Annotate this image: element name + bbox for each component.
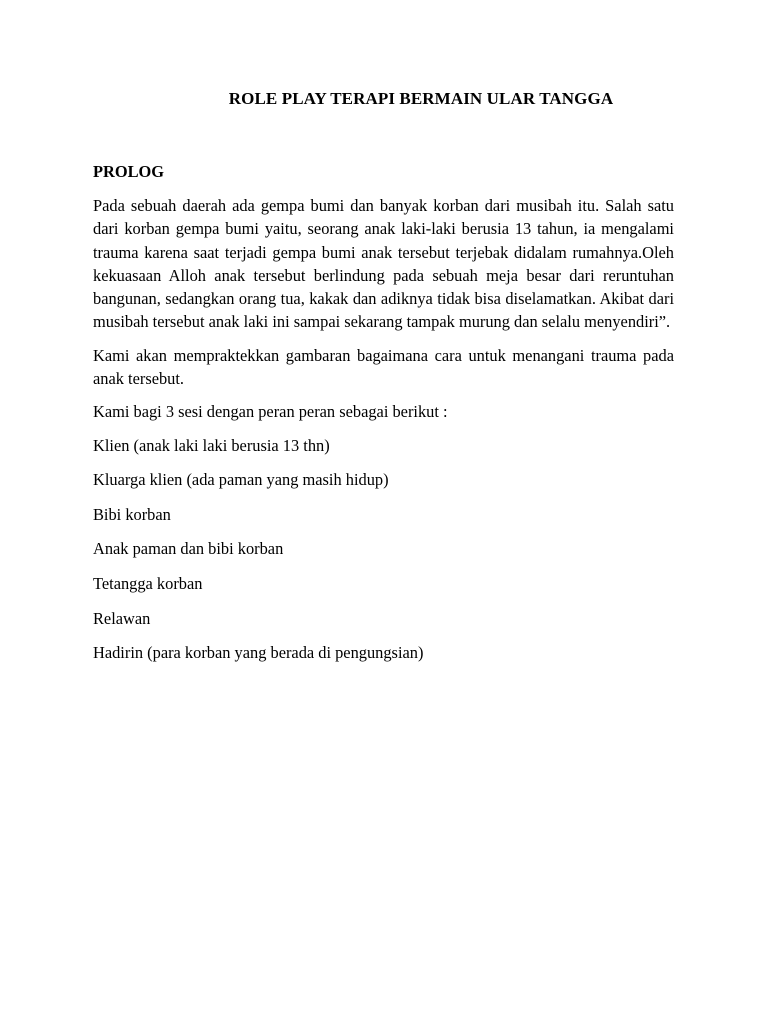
document-title: ROLE PLAY TERAPI BERMAIN ULAR TANGGA — [228, 89, 614, 108]
role-item-tetangga: Tetangga korban — [93, 574, 203, 594]
paragraph-practice: Kami akan mempraktekkan gambaran bagaimana cara untuk menangani trauma pada anak tersebut. — [93, 345, 674, 389]
section-heading-prolog: PROLOG — [93, 162, 165, 181]
document-body — [93, 160, 674, 676]
role-item-anak-paman: Anak paman dan bibi korban — [93, 539, 284, 559]
role-item-keluarga: Kluarga klien (ada paman yang masih hidup) — [93, 470, 389, 490]
role-item-relawan: Relawan — [93, 608, 151, 628]
role-item-bibi: Bibi korban — [93, 504, 171, 524]
paragraph-sessions: Kami bagi 3 sesi dengan peran peran sebagai berikut : — [93, 402, 448, 422]
paragraph-story: Pada sebuah daerah ada gempa bumi dan banyak korban dari musibah itu. Salah satu dari korban gempa bumi yaitu, seorang anak laki-laki berusia 13 tahun, ia mengalami trauma karena saat terjadi gempa bumi anak tersebut terjebak didalam rumahnya.Oleh kekuasaan Alloh anak tersebut berlindung pada sebuah meja besar dari reruntuhan bangunan, sedangkan orang tua, kakak dan adiknya tidak bisa diselamatkan. Akibat dari musibah tersebut anak laki ini sampai sekarang tampak murung dan selalu menyendiri”. — [93, 196, 674, 332]
role-item-klien: Klien (anak laki laki berusia 13 thn) — [93, 435, 330, 455]
role-item-hadirin: Hadirin (para korban yang berada di pengungsian) — [93, 643, 424, 663]
